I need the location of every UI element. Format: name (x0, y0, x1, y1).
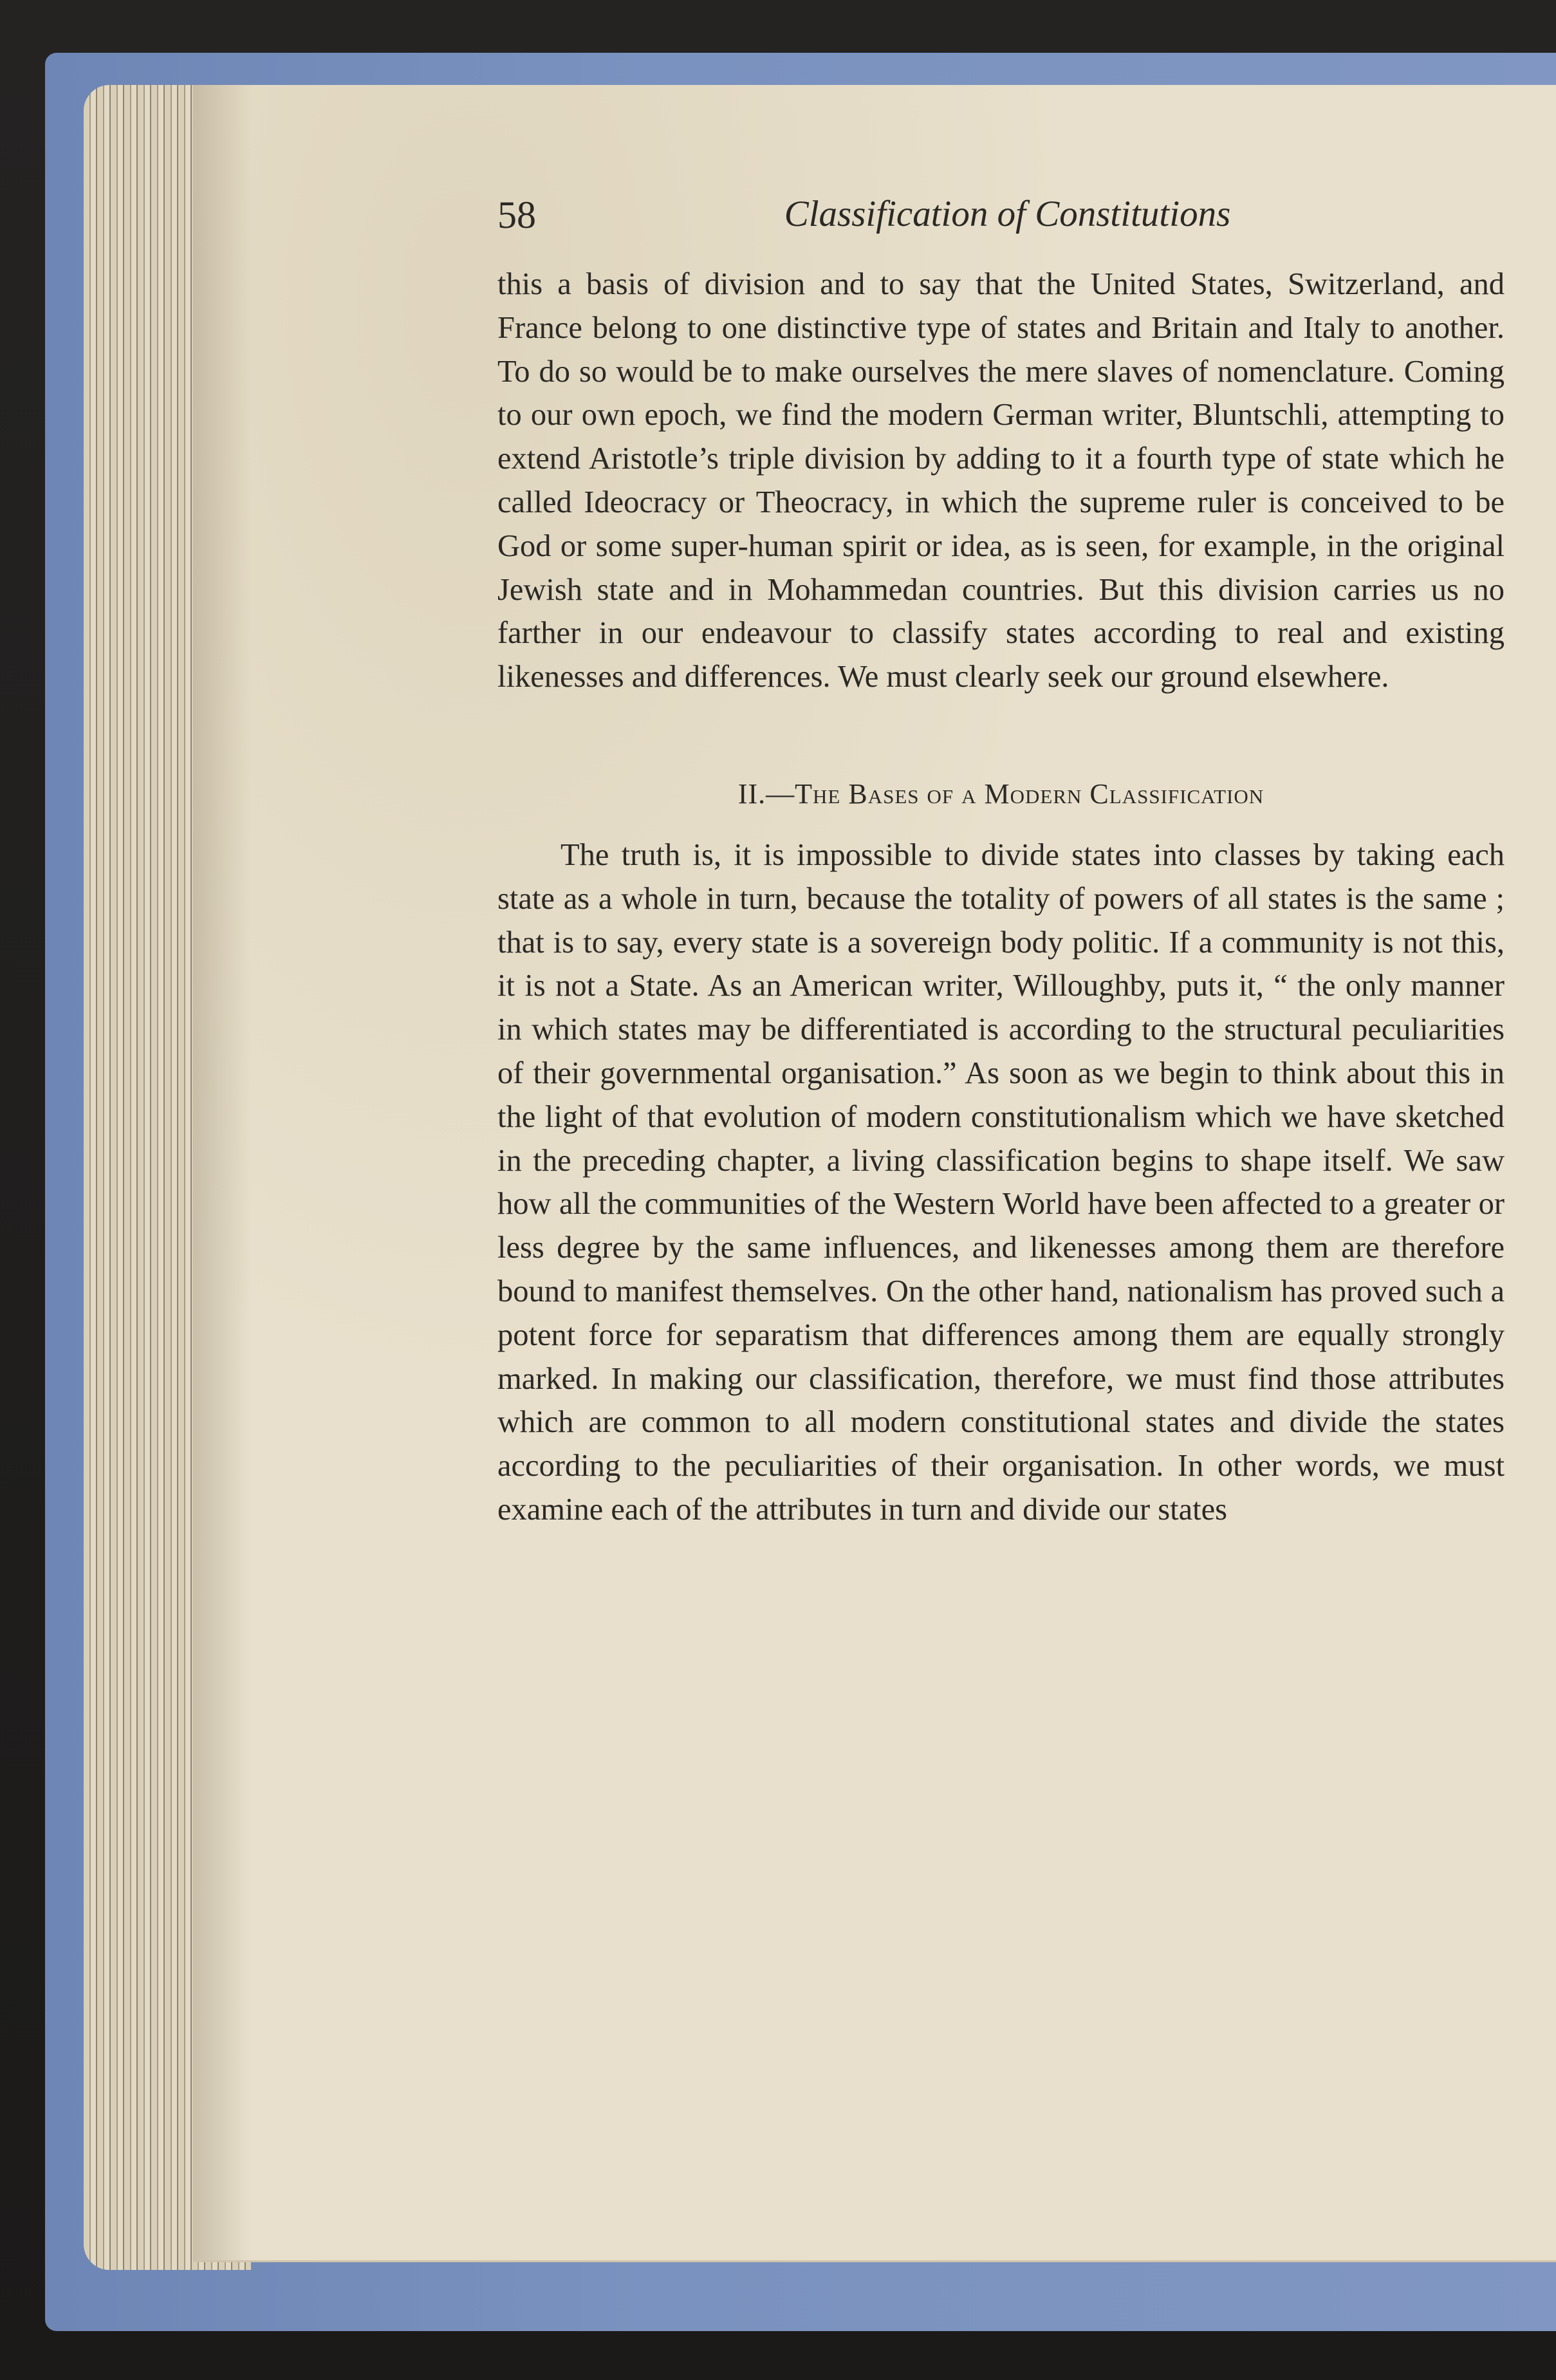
running-title: Classification of Constitutions (784, 194, 1231, 234)
page-text-block (497, 193, 1505, 1532)
paragraph-bases: The truth is, it is impossible to divide states into classes by taking each state as a whole in turn, because the totality of powers of all states is the same ; that is to say, every state is a sovereign body politic. If a community is not this, it is not a State. As an American writer, Willoughby, puts it, “ the only manner in which states may be differentiated is according to the structural peculiarities of their governmental organisation.” As soon as we begin to think about this in the light of that evolution of modern constitutionalism which we have sketched in the preceding chapter, a living classification begins to shape itself. We saw how all the communities of the Western World have been affected to a greater or less degree by the same influences, and likenesses among them are therefore bound to manifest themselves. On the other hand, nationalism has proved such a potent force for separatism that differences among them are equally strongly marked. In making our classification, therefore, we must find those attributes which are common to all modern constitutional states and divide the states according to the peculiarities of their organisation. In other words, we must examine each of the attributes in turn and divide our states (497, 837, 1505, 1527)
paragraph-continued: this a basis of division and to say that the United States, Switzerland, and France belong to one distinctive type of states and Britain and Italy to another. To do so would be to make ourselves the mere slaves of nomenclature. Coming to our own epoch, we find the modern German writer, Bluntschli, attempting to extend Aristotle’s triple division by adding to it a fourth type of state which he called Ideocracy or Theocracy, in which the supreme ruler is conceived to be God or some super-human spirit or idea, as is seen, for example, in the original Jewish state and in Mohammedan countries. But this division carries us no farther in our endeavour to classify states according to real and existing likenesses and differences. We must clearly seek our ground elsewhere. (497, 267, 1505, 694)
running-head (497, 193, 1505, 251)
page-number: 58 (497, 194, 536, 236)
section-heading: II.—The Bases of a Modern Classification (737, 777, 1264, 810)
book-page (193, 85, 1556, 2262)
